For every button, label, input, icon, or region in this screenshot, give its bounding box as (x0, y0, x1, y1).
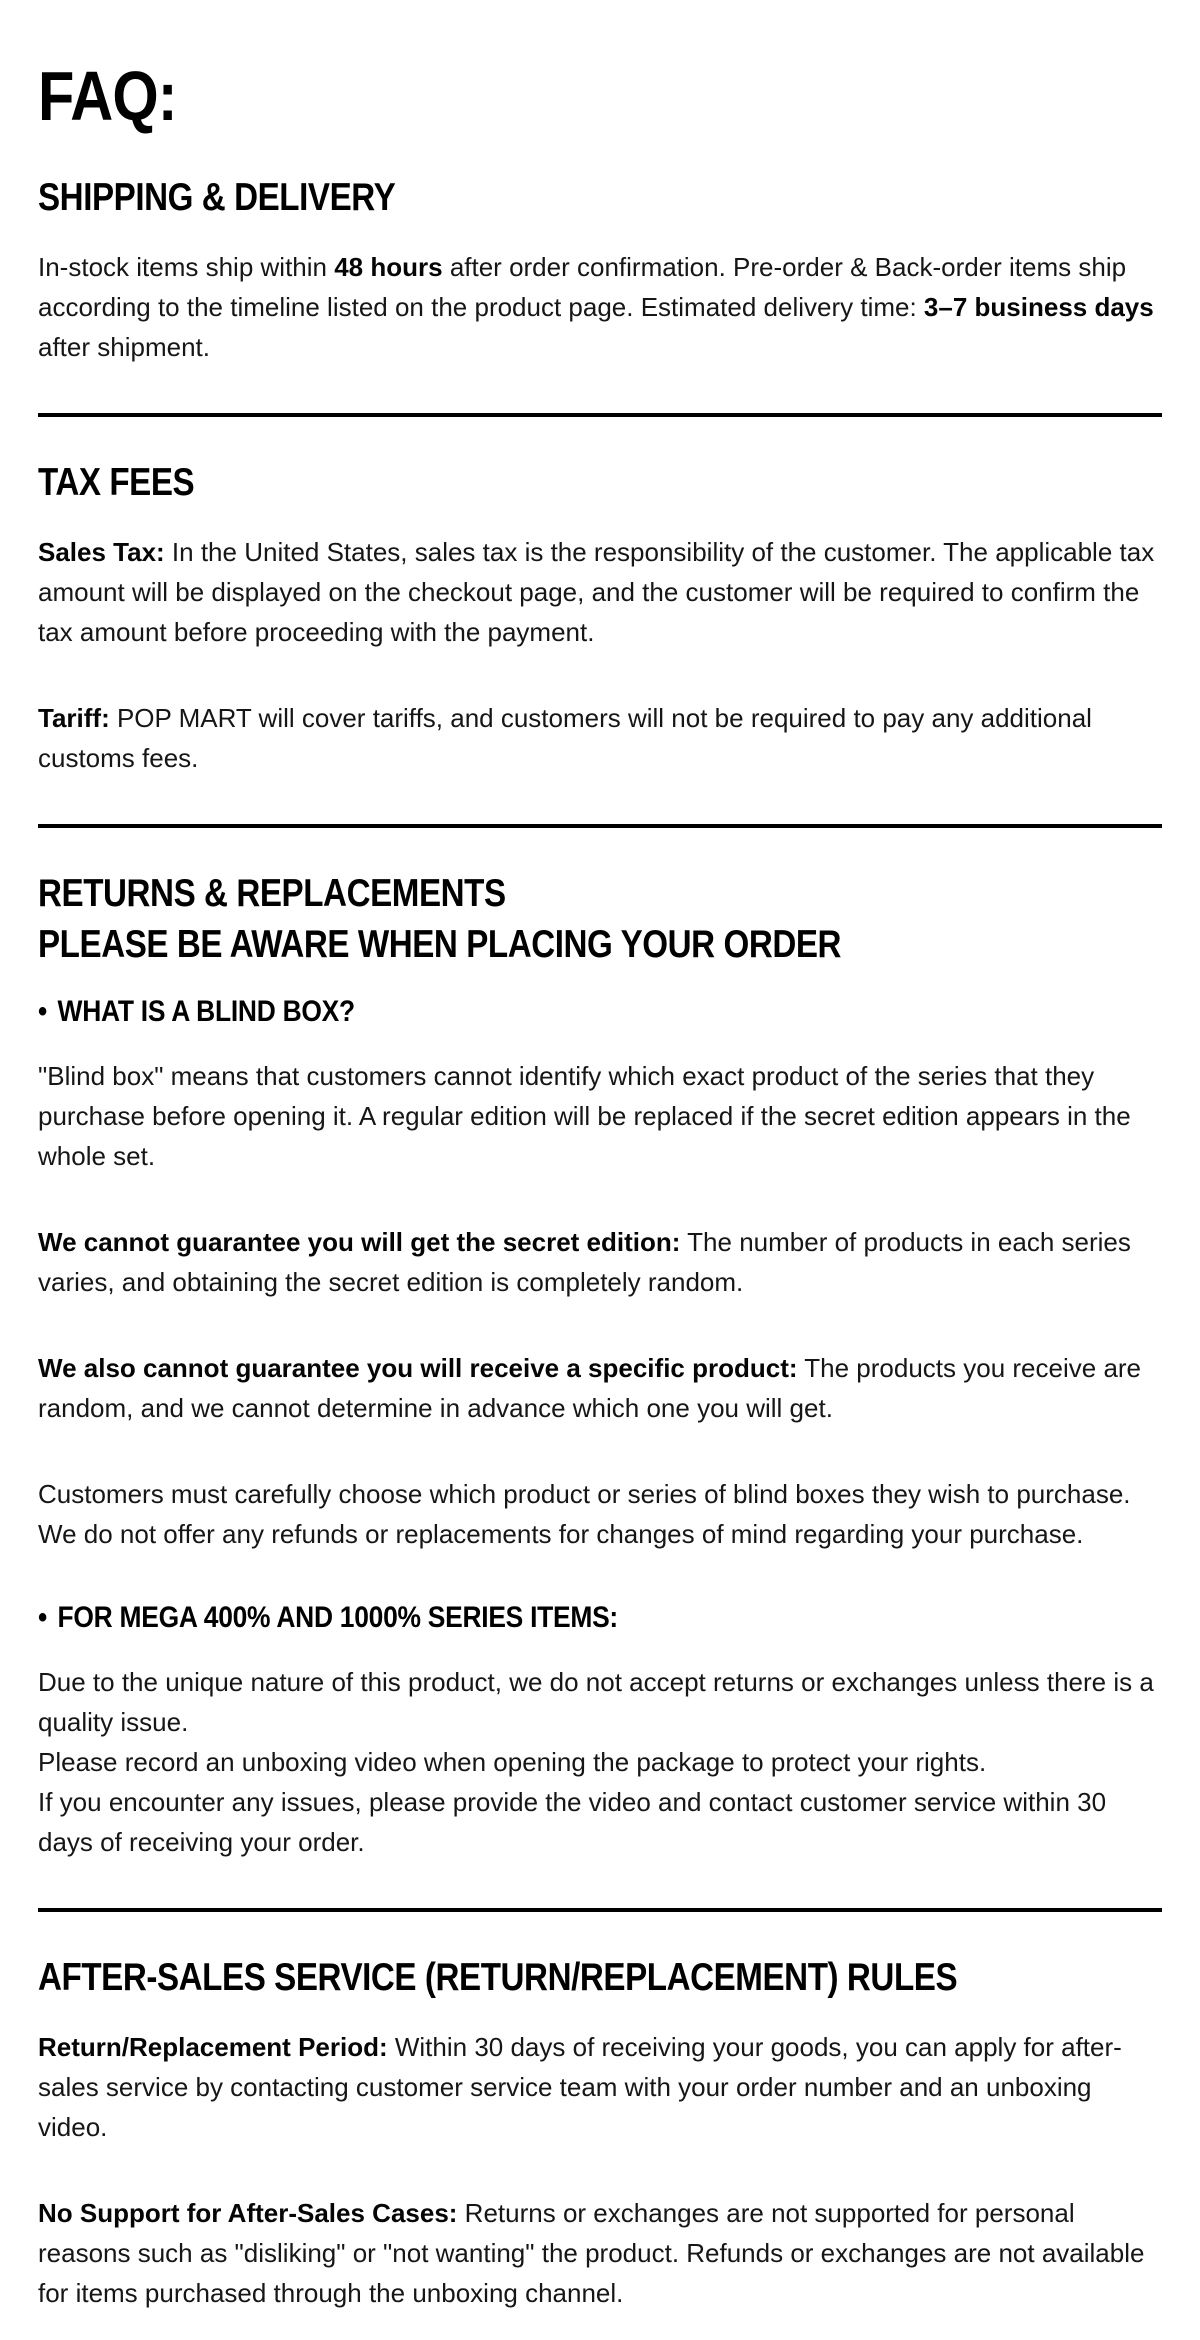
section-heading-after-sales-label: AFTER-SALES SERVICE (RETURN/REPLACEMENT) RULES (38, 1956, 958, 1999)
specific-product-label: We also cannot guarantee you will receive a specific product: (38, 1353, 798, 1383)
paragraph-sales-tax (38, 532, 1162, 652)
paragraph-blind-box-definition: "Blind box" means that customers cannot identify which exact product of the series that they purchase before opening it. A regular edition will be replaced if the secret edition appears in the whole set. (38, 1061, 1131, 1171)
no-support-text: Returns or exchanges are not supported for personal reasons such as "disliking" or "not wanting" the product. Refunds or exchanges are not available for items purchased through the unboxing channel. (38, 2198, 1145, 2308)
shipping-text-2: after order confirmation. Pre-order & Back-order items ship according to the timeline listed on the product page. Estimated delivery time: (38, 252, 1127, 322)
paragraph-mega-series-policy (38, 1662, 1162, 1862)
returns-heading-line-2: PLEASE BE AWARE WHEN PLACING YOUR ORDER (38, 923, 842, 966)
bullet-marker: • (38, 1601, 47, 1634)
paragraph-secret-edition (38, 1222, 1162, 1302)
paragraph-choose-carefully: Customers must carefully choose which product or series of blind boxes they wish to purchase. We do not offer any refunds or replacements for changes of mind regarding your purchase. (38, 1479, 1131, 1549)
return-period-text: Within 30 days of receiving your goods, you can apply for after-sales service by contacting customer service team with your order number and an unboxing video. (38, 2032, 1122, 2142)
paragraph-return-period (38, 2027, 1162, 2147)
subheading-mega-series (38, 1600, 1027, 1636)
returns-heading-line-1: RETURNS & REPLACEMENTS (38, 872, 506, 915)
subheading-what-is-a-blind-box-label: WHAT IS A BLIND BOX? (57, 995, 355, 1028)
section-heading-shipping-label: SHIPPING & DELIVERY (38, 176, 396, 219)
return-period-label: Return/Replacement Period: (38, 2032, 388, 2062)
bullet-marker: • (38, 995, 47, 1028)
paragraph-no-support (38, 2193, 1162, 2313)
section-divider (38, 1908, 1162, 1912)
section-heading-returns (38, 868, 993, 970)
section-divider (38, 824, 1162, 828)
shipping-text-3: after shipment. (38, 332, 210, 362)
subheading-mega-series-label: FOR MEGA 400% AND 1000% SERIES ITEMS: (57, 1601, 618, 1634)
secret-edition-label: We cannot guarantee you will get the secret edition: (38, 1227, 681, 1257)
mega-policy-line-1: Due to the unique nature of this product, we do not accept returns or exchanges unless there is a quality issue. (38, 1667, 1154, 1737)
section-heading-tax-fees (38, 457, 993, 508)
mega-policy-line-2: Please record an unboxing video when opening the package to protect your rights. (38, 1747, 987, 1777)
shipping-bold-48-hours: 48 hours (334, 252, 443, 282)
subheading-what-is-a-blind-box (38, 994, 1027, 1030)
secret-edition-text: The number of products in each series varies, and obtaining the secret edition is completely random. (38, 1227, 1131, 1297)
paragraph-tariff (38, 698, 1162, 778)
paragraph-specific-product (38, 1348, 1162, 1428)
mega-policy-line-3: If you encounter any issues, please provide the video and contact customer service within 30 days of receiving your order. (38, 1787, 1107, 1857)
section-heading-tax-fees-label: TAX FEES (38, 461, 195, 504)
shipping-bold-business-days: 3–7 business days (923, 292, 1154, 322)
section-divider (38, 413, 1162, 417)
sales-tax-label: Sales Tax: (38, 537, 165, 567)
no-support-label: No Support for After-Sales Cases: (38, 2198, 458, 2228)
tariff-label: Tariff: (38, 703, 110, 733)
specific-product-text: The products you receive are random, and we cannot determine in advance which one you will get. (38, 1353, 1142, 1423)
section-heading-after-sales (38, 1952, 993, 2003)
paragraph-shipping (38, 247, 1162, 367)
tariff-text: POP MART will cover tariffs, and customers will not be required to pay any additional customs fees. (38, 703, 1092, 773)
shipping-text-1: In-stock items ship within (38, 252, 335, 282)
page-title: FAQ: (38, 57, 177, 135)
sales-tax-text: In the United States, sales tax is the responsibility of the customer. The applicable tax amount will be displayed on the checkout page, and the customer will be required to confirm the tax amount before proceeding with the payment. (38, 537, 1155, 647)
section-heading-shipping (38, 172, 993, 223)
